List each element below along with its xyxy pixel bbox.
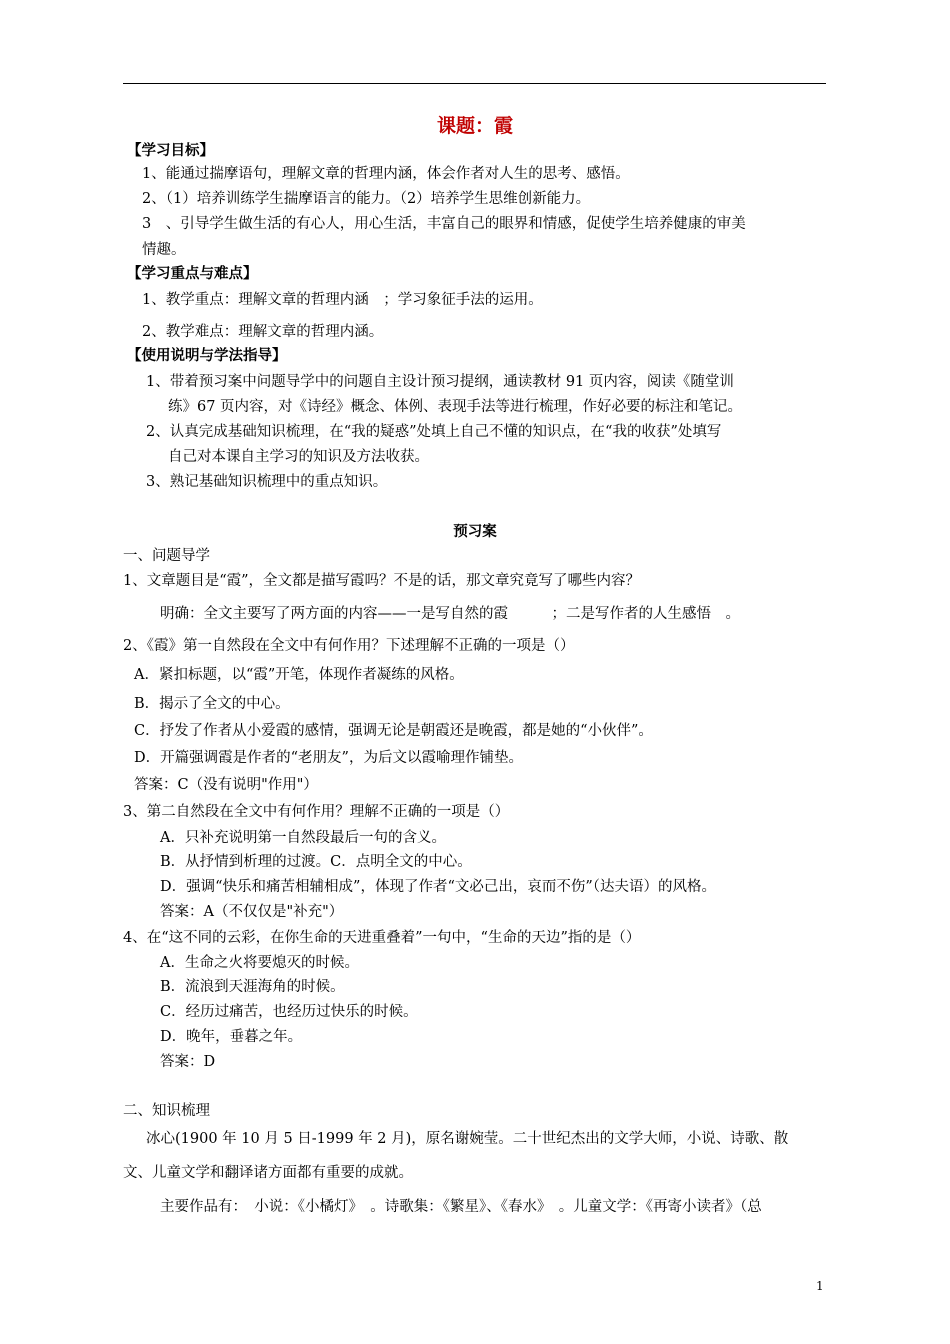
- header-rule: [123, 83, 826, 84]
- usage-line: 2、认真完成基础知识梳理，在“我的疑惑”处填上自己不懂的知识点，在“我的收获”处填写: [146, 424, 722, 440]
- goals-heading: 【学习目标】: [127, 142, 214, 159]
- usage-line: 3、熟记基础知识梳理中的重点知识。: [146, 474, 388, 490]
- answer-line: 答案：D: [160, 1054, 216, 1070]
- knowledge-line: 文、儿童文学和翻译诸方面都有重要的成就。: [123, 1165, 413, 1181]
- option-line: C．经历过痛苦，也经历过快乐的时候。: [160, 1004, 418, 1020]
- knowledge-line: 冰心(1900 年 10 月 5 日-1999 年 2 月)，原名谢婉莹。二十世纪杰出的文学大师，小说、诗歌、散: [146, 1131, 789, 1147]
- key-line: 2、教学难点：理解文章的哲理内涵。: [142, 324, 384, 340]
- page-number: 1: [816, 1279, 824, 1293]
- answer-line: 答案：C（没有说明"作用"）: [134, 777, 318, 793]
- key-heading: 【学习重点与难点】: [127, 265, 258, 282]
- goal-line: 情趣。: [142, 242, 186, 258]
- answer-line: 明确：全文主要写了两方面的内容——一是写自然的霞 ；二是写作者的人生感悟 。: [160, 606, 740, 622]
- question-line: 2、《霞》第一自然段在全文中有何作用？下述理解不正确的一项是（）: [123, 638, 575, 654]
- question-line: 3、第二自然段在全文中有何作用？理解不正确的一项是（）: [123, 804, 510, 820]
- goal-line: 3 、引导学生做生活的有心人，用心生活，丰富自己的眼界和情感，促使学生培养健康的审美: [142, 216, 746, 232]
- option-line: D．强调“快乐和痛苦相辅相成”，体现了作者“文必己出，哀而不伤”（达夫语）的风格。: [160, 879, 717, 895]
- option-line: A．生命之火将要熄灭的时候。: [160, 955, 359, 971]
- usage-line: 1、带着预习案中问题导学中的问题自主设计预习提纲，通读教材 91 页内容，阅读《随堂训: [146, 374, 734, 390]
- usage-line: 自己对本课自主学习的知识及方法收获。: [168, 449, 429, 465]
- option-line: A．只补充说明第一自然段最后一句的含义。: [160, 830, 446, 846]
- usage-heading: 【使用说明与学法指导】: [127, 347, 287, 364]
- question-line: 1、文章题目是“霞”，全文都是描写霞吗？不是的话，那文章究竟写了哪些内容？: [123, 573, 641, 589]
- part1-heading: 一、问题导学: [123, 548, 210, 564]
- page-title: 课题：霞: [436, 115, 513, 137]
- option-line: B．流浪到天涯海角的时候。: [160, 979, 345, 995]
- option-line: A．紧扣标题，以“霞”开笔，体现作者凝练的风格。: [134, 667, 464, 683]
- goal-line: 1、能通过揣摩语句，理解文章的哲理内涵，体会作者对人生的思考、感悟。: [142, 166, 630, 182]
- option-line: B．揭示了全文的中心。: [134, 696, 290, 712]
- usage-line: 练》67 页内容，对《诗经》概念、体例、表现手法等进行梳理，作好必要的标注和笔记。: [168, 399, 743, 415]
- key-line: 1、教学重点：理解文章的哲理内涵 ；学习象征手法的运用。: [142, 292, 543, 308]
- goal-line: 2、（1）培养训练学生揣摩语言的能力。（2）培养学生思维创新能力。: [142, 191, 591, 207]
- option-line: D．晚年，垂暮之年。: [160, 1029, 303, 1045]
- question-line: 4、在“这不同的云彩，在你生命的天进重叠着”一句中，“生命的天边”指的是（）: [123, 930, 641, 946]
- preview-heading: 预习案: [453, 523, 497, 540]
- option-line: B．从抒情到析理的过渡。C．点明全文的中心。: [160, 854, 472, 870]
- answer-line: 答案：A（不仅仅是"补充"）: [160, 904, 344, 920]
- knowledge-line: 主要作品有： 小说：《小橘灯》 。诗歌集：《繁星》、《春水》 。儿童文学：《再寄小读者》（总: [160, 1199, 762, 1215]
- option-line: C．抒发了作者从小爱霞的感情，强调无论是朝霞还是晚霞，都是她的“小伙伴”。: [134, 723, 653, 739]
- part2-heading: 二、知识梳理: [123, 1103, 210, 1119]
- option-line: D．开篇强调霞是作者的“老朋友”，为后文以霞喻理作铺垫。: [134, 750, 523, 766]
